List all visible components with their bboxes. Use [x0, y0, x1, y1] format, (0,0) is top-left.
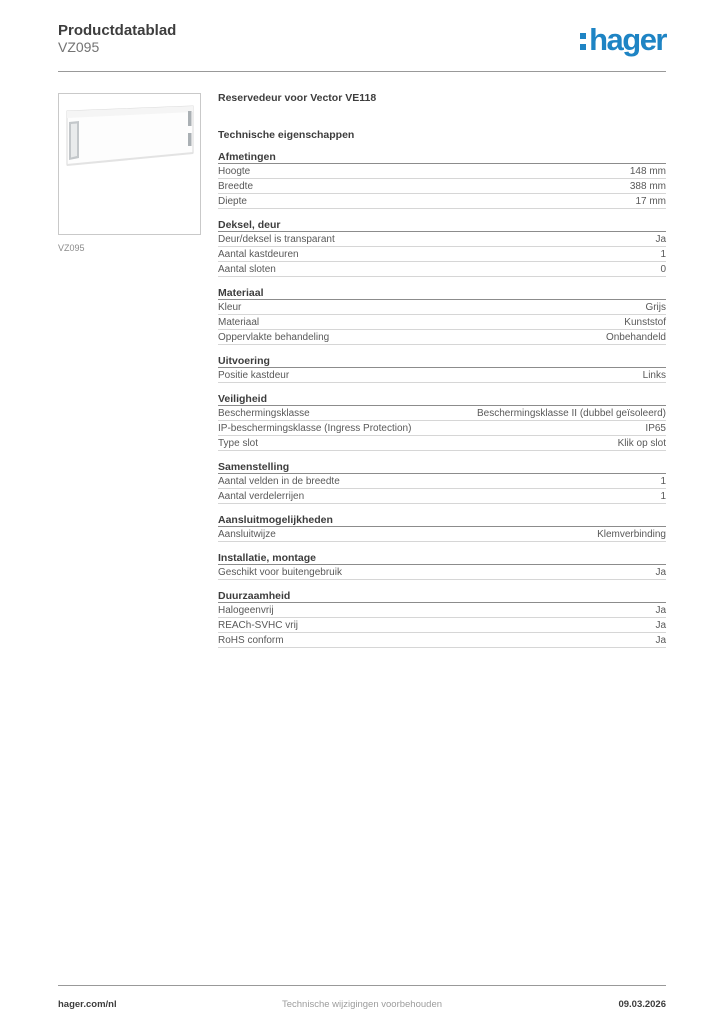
spec-row: [218, 247, 666, 262]
product-code: VZ095: [58, 39, 100, 55]
spec-value: 17 mm: [635, 196, 666, 207]
spec-column: [218, 93, 666, 648]
footer-notice: Technische wijzigingen voorbehouden: [281, 999, 443, 1010]
spec-row: [218, 315, 666, 330]
spec-value: 0: [660, 264, 666, 275]
spec-section: [218, 356, 666, 383]
section-heading: Uitvoering: [218, 356, 666, 368]
spec-value: Ja: [655, 234, 666, 245]
spec-section: [218, 220, 666, 277]
spec-label: Type slot: [218, 438, 259, 449]
spec-label: Oppervlakte behandeling: [218, 332, 330, 343]
product-name: Reservedeur voor Vector VE118: [218, 92, 377, 104]
spec-label: Aantal kastdeuren: [218, 249, 299, 260]
spec-section: [218, 288, 666, 345]
spec-row: [218, 603, 666, 618]
header-divider: [58, 71, 666, 72]
footer-date: 09.03.2026: [618, 999, 666, 1010]
section-heading: Deksel, deur: [218, 220, 666, 232]
spec-label: Kleur: [218, 302, 242, 313]
spec-row: [218, 300, 666, 315]
spec-value: Onbehandeld: [605, 332, 666, 343]
spec-label: Deur/deksel is transparant: [218, 234, 335, 245]
spec-label: Positie kastdeur: [218, 370, 290, 381]
spec-value: Ja: [655, 635, 666, 646]
spec-value: 148 mm: [629, 166, 666, 177]
page-header: [58, 22, 666, 56]
spec-row: [218, 194, 666, 209]
spec-value: Ja: [655, 605, 666, 616]
spec-section: [218, 462, 666, 504]
spec-row: [218, 618, 666, 633]
spec-label: Breedte: [218, 181, 254, 192]
spec-label: Geschikt voor buitengebruik: [218, 567, 342, 578]
spec-row: [218, 330, 666, 345]
section-heading: Installatie, montage: [218, 553, 666, 565]
spec-label: Beschermingsklasse: [218, 408, 310, 419]
spec-label: Materiaal: [218, 317, 260, 328]
product-image-caption: VZ095: [58, 243, 85, 253]
spec-label: Aantal verdelerrijen: [218, 491, 305, 502]
spec-label: REACh-SVHC vrij: [218, 620, 299, 631]
spec-value: 1: [660, 249, 666, 260]
spec-label: Hoogte: [218, 166, 251, 177]
spec-section: [218, 591, 666, 648]
section-heading: Aansluitmogelijkheden: [218, 515, 666, 527]
spec-section: [218, 152, 666, 209]
spec-value: 1: [660, 491, 666, 502]
spec-row: [218, 489, 666, 504]
spec-row: [218, 633, 666, 648]
spec-value: Klik op slot: [617, 438, 666, 449]
spec-row: [218, 164, 666, 179]
spec-value: Ja: [655, 620, 666, 631]
spec-value: 1: [660, 476, 666, 487]
spec-row: [218, 436, 666, 451]
footer-divider: [58, 985, 666, 986]
spec-value: Klemverbinding: [597, 529, 666, 540]
spec-value: IP65: [645, 423, 666, 434]
spec-row: [218, 474, 666, 489]
spec-section: [218, 515, 666, 542]
spec-sections: [218, 152, 666, 648]
spec-label: IP-beschermingsklasse (Ingress Protection): [218, 423, 412, 434]
hager-logo: [580, 24, 666, 55]
logo-colon-icon: [580, 33, 586, 50]
spec-label: Aantal sloten: [218, 264, 276, 275]
spec-row: [218, 565, 666, 580]
spec-label: Halogeenvrij: [218, 605, 274, 616]
spec-row: [218, 406, 666, 421]
spec-value: Grijs: [645, 302, 666, 313]
product-image-frame: [58, 93, 201, 235]
spec-row: [218, 179, 666, 194]
spec-label: RoHS conform: [218, 635, 284, 646]
spec-value: Links: [642, 370, 666, 381]
tech-properties-title: Technische eigenschappen: [218, 129, 355, 141]
spec-label: Aantal velden in de breedte: [218, 476, 340, 487]
section-heading: Veiligheid: [218, 394, 666, 406]
spec-value: Kunststof: [624, 317, 666, 328]
spec-label: Aansluitwijze: [218, 529, 276, 540]
spec-row: [218, 368, 666, 383]
footer-website-link[interactable]: hager.com/nl: [58, 999, 117, 1010]
spec-row: [218, 232, 666, 247]
spec-row: [218, 421, 666, 436]
spec-value: Beschermingsklasse II (dubbel geïsoleerd): [477, 408, 666, 419]
logo-wordmark: hager: [589, 22, 666, 57]
spec-row: [218, 527, 666, 542]
spec-label: Diepte: [218, 196, 247, 207]
section-heading: Afmetingen: [218, 152, 666, 164]
spec-section: [218, 553, 666, 580]
section-heading: Samenstelling: [218, 462, 666, 474]
spec-value: 388 mm: [629, 181, 666, 192]
page-title: Productdatablad: [58, 22, 177, 39]
spec-value: Ja: [655, 567, 666, 578]
spec-section: [218, 394, 666, 451]
product-photo-icon: [59, 94, 200, 234]
spec-row: [218, 262, 666, 277]
section-heading: Duurzaamheid: [218, 591, 666, 603]
section-heading: Materiaal: [218, 288, 666, 300]
